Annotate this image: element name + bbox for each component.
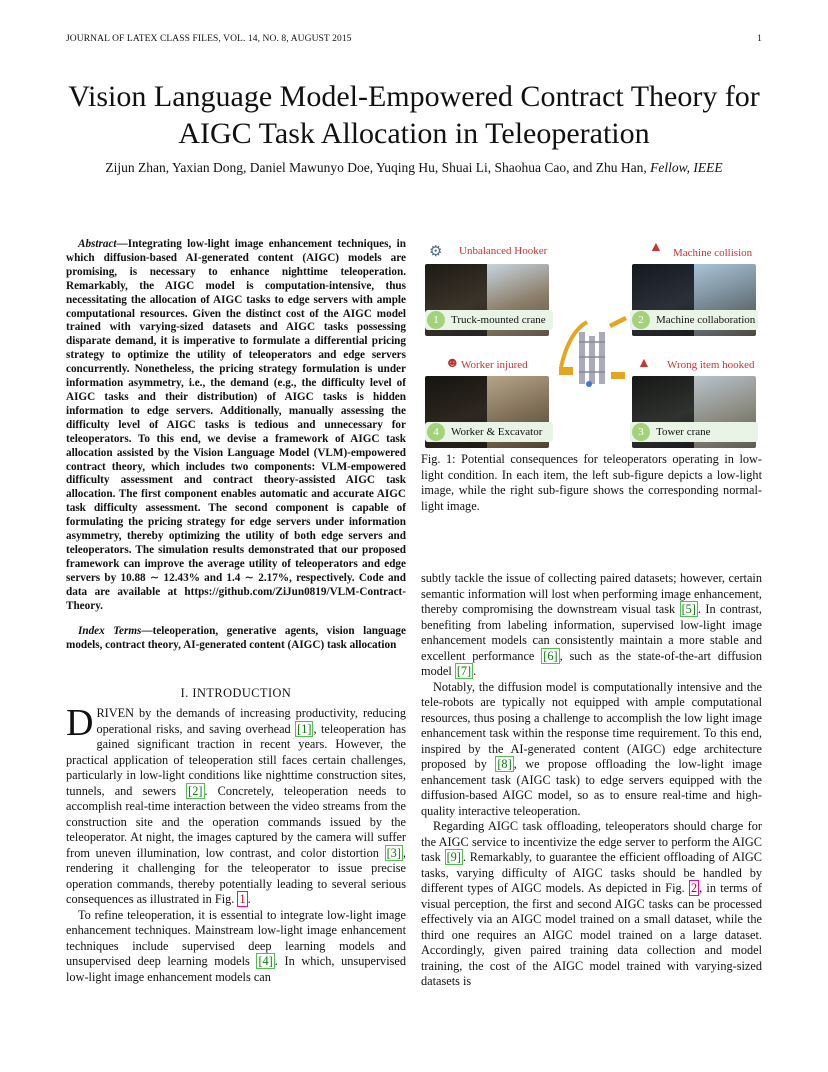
text-span: , teleoperation has gained significant traction in recent years. However, the practical application of teleoperation still faces certain challenges, particularly in low-light conditions like nighttime construction sites, tunnels, and sewers <box>66 721 406 798</box>
drop-cap: D <box>66 702 94 744</box>
author-names: Zijun Zhan, Yaxian Dong, Daniel Mawunyo Doe, Yuqing Hu, Shuai Li, Shaohua Cao, and Zhu Han, <box>105 160 647 175</box>
figure-item-label <box>425 422 553 442</box>
citation-link[interactable]: [6] <box>543 648 558 663</box>
abstract <box>66 238 406 613</box>
citation-link[interactable]: [4] <box>258 954 273 968</box>
worker-icon: ☻ <box>445 356 460 371</box>
item-label-text: Worker & Excavator <box>451 426 543 438</box>
text-span: Notably, the diffusion model is computationally intensive and the tele-robots are typically not equipped with ample computational resources, thus posing a challenge to accomplish the low light image enhancement task within the response time requirement. To this end, inspired by the AI-generated content (AIGC) edge architecture proposed by <box>421 679 762 771</box>
text-span: . In contrast, benefiting from labeling information, supervised low-light image enhancement models can consistently maintain a more stable and excellent performance <box>421 602 763 663</box>
citation-link[interactable]: [7] <box>456 664 472 678</box>
right-column-text <box>421 571 762 990</box>
text-span: subtly tackle the issue of collecting paired datasets; however, certain semantic information will lost when performing image enhancement, thereby compromising the downstream visual task <box>421 571 762 616</box>
text-span: RIVEN by the demands of increasing productivity, reducing operational risks, and saving overhead <box>96 706 406 736</box>
journal-name: JOURNAL OF LATEX CLASS FILES, VOL. 14, NO. 8, AUGUST 2015 <box>66 34 352 44</box>
abstract-text: —Integrating low-light image enhancement techniques, in which diffusion-based AI-generated content (AIGC) models are promising, is necessary to enhance nighttime teleoperation. Remarkably, the AIGC model is computation-intensive, thus necessitating the allocation of AIGC tasks to edge servers with ample computational resources. Given the distinct cost of the AIGC model trained with varying-sized datasets and AIGC tasks possessing disparate demand, it is imperative to formulate a differential pricing strategy to optimize the utility of teleoperators and edge servers concurrently. Nonetheless, the pricing strategy formulation is under information asymmetry, i.e., the demand (e.g., the difficulty level of AIGC tasks and their distribution) of AIGC tasks is hidden information to edge servers. Additionally, manually assessing the difficulty level of AIGC tasks is tedious and unnecessary for teleoperators. To this end, we devise a framework of AIGC task allocation assisted by the Vision Language Model (VLM)-empowered contract theory, which includes two components: VLM-empowered difficulty assessment and contract theory-assisted AIGC task allocation. The first component enables automatic and accurate AIGC task difficulty assessment. The second component is capable of formulating the pricing strategy for edge servers under information asymmetry, thereby optimizing the utility of both edge servers and teleoperators. The simulation results demonstrated that our proposed framework can improve the average utility of teleoperators and edge servers by 10.88 ∼ 12.43% and 1.4 ∼ 2.17%, respectively. Code and data are available at https://github.com/ZiJun0819/VLM-Contract-Theory. <box>66 238 406 612</box>
figure-link[interactable]: 1 <box>239 892 246 906</box>
text-span: Regarding AIGC task offloading, teleoperators should charge for the AIGC service to incentivize the edge server to perform the AIGC task <box>421 819 762 864</box>
text-span: . <box>473 664 477 678</box>
index-terms-text: —teleoperation, generative agents, vision language models, contract theory, AI-generated content (AIGC) task allocation <box>66 625 406 651</box>
item-number: 4 <box>427 423 445 441</box>
item-number: 2 <box>632 311 650 329</box>
figure-caption: Fig. 1: Potential consequences for teleoperators operating in low-light condition. In each item, the left sub-figure depicts a low-light image, while the right sub-figure shows the corresponding normal-light image. <box>421 452 762 513</box>
text-span: . In which, unsupervised low-light image enhancement models can <box>66 954 406 984</box>
text-span: . Remarkably, to guarantee the efficient offloading of AIGC tasks, varying difficulty of AIGC tasks should be handled by different types of AIGC models. As depicted in Fig. <box>421 850 763 895</box>
text-span: . <box>247 892 251 906</box>
index-terms-label: Index Terms <box>78 625 142 637</box>
citation-link[interactable]: [8] <box>497 757 512 771</box>
consequence-label: Machine collision <box>673 247 753 259</box>
text-span: . Concretely, teleoperation needs to accomplish real-time interaction between the video streams from the construction site and the operation commands issued by the teleoperator. At night, the images captured by the camera will suffer from uneven illumination, low contrast, and color distortion <box>66 783 406 860</box>
construction-illustration <box>559 312 629 392</box>
index-terms <box>66 625 406 653</box>
body-paragraph <box>421 680 762 820</box>
text-span: , in terms of visual perception, the first and second AIGC tasks can be processed effectively via an AIGC model trained on a small dataset, while the third one requires an AIGC model trained on a large dataset. Accordingly, given paired training data collection and model training, the cost of the AIGC model trained with varying-sized datasets is <box>421 881 762 988</box>
intro-paragraph <box>66 702 406 908</box>
item-label-text: Tower crane <box>656 426 711 438</box>
item-label-text: Truck-mounted crane <box>451 314 546 326</box>
figure-link[interactable]: 2 <box>690 881 698 895</box>
body-paragraph <box>421 571 762 680</box>
citation-link[interactable]: [9] <box>446 850 461 864</box>
intro-paragraph <box>66 908 406 986</box>
text-span: To refine teleoperation, it is essential to integrate low-light image enhancement techniques. Mainstream low-light image enhancement techniques include supervised deep learning models and unsupervised deep learning models <box>66 907 406 968</box>
consequence-label: Wrong item hooked <box>667 359 755 371</box>
item-number: 3 <box>632 423 650 441</box>
consequence-label: Worker injured <box>461 359 528 371</box>
figure-item-label <box>425 310 553 330</box>
consequence-label: Unbalanced Hooker <box>459 245 548 257</box>
author-list <box>40 160 788 176</box>
body-paragraph <box>421 819 762 990</box>
figure-1 <box>421 236 766 446</box>
text-span: , we propose offloading the low-light image enhancement task (AIGC task) to edge servers equipped with the diffusion-based AIGC model, so as to ensure real-time and high-quality interactive teleoperation. <box>421 757 762 818</box>
paper-title: Vision Language Model-Empowered Contract Theory for AIGC Task Allocation in Teleoperation <box>68 80 760 150</box>
page-number: 1 <box>757 34 762 44</box>
author-fellow: Fellow, IEEE <box>650 160 723 175</box>
citation-link[interactable]: [5] <box>681 602 696 616</box>
running-header <box>66 34 762 48</box>
item-number: 1 <box>427 311 445 329</box>
figure-item-label <box>630 310 758 330</box>
text-span: , rendering it challenging for the teleoperator to issue precise operation commands, thereby potentially leading to several serious consequences as illustrated in Fig. <box>66 845 406 906</box>
citation-link[interactable]: [1] <box>297 721 312 736</box>
warning-icon: ▲ <box>649 240 663 255</box>
section-heading: I. INTRODUCTION <box>180 686 292 700</box>
citation-link[interactable]: [3] <box>386 845 401 860</box>
figure-item-label <box>630 422 758 442</box>
abstract-label: Abstract <box>78 238 117 250</box>
crane-icon: ⚙ <box>429 244 443 260</box>
introduction-text <box>66 702 406 985</box>
citation-link[interactable]: [2] <box>188 783 203 798</box>
text-span: , such as the state-of-the-art diffusion model <box>421 648 762 678</box>
warning-icon: ▲ <box>637 356 651 371</box>
item-label-text: Machine collaboration <box>656 314 756 326</box>
